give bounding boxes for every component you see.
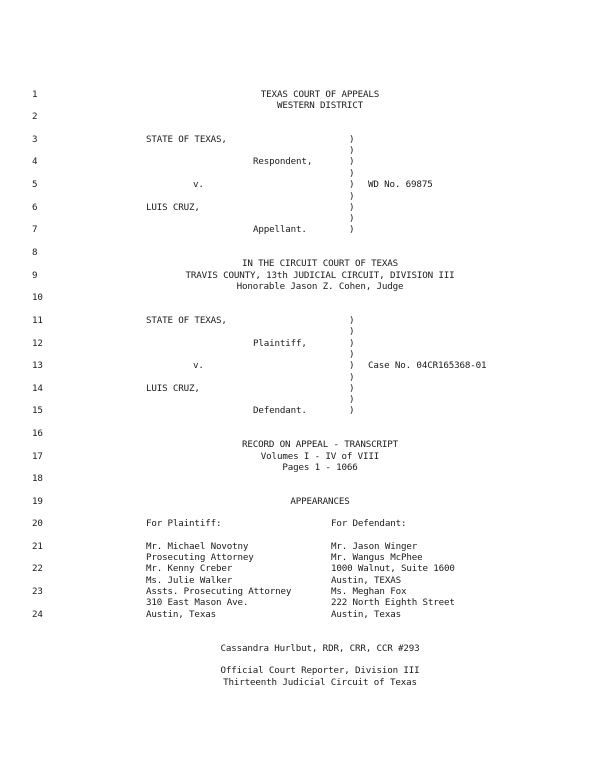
court-reporter-circuit: Thirteenth Judicial Circuit of Texas xyxy=(223,677,417,688)
trial-role-plaintiff: Plaintiff, xyxy=(253,338,307,349)
line-number: 9 xyxy=(32,270,38,281)
caption-bracket: ) xyxy=(349,213,355,224)
trial-party-defendant: LUIS CRUZ, xyxy=(146,383,200,394)
line-number: 4 xyxy=(32,156,38,167)
court-reporter-title: Official Court Reporter, Division III xyxy=(220,665,420,676)
line-number: 18 xyxy=(32,473,43,484)
caption-bracket: ) xyxy=(349,383,355,394)
trial-case-number: Case No. 04CR165368-01 xyxy=(368,360,487,371)
appeal-versus: v. xyxy=(193,179,204,190)
caption-bracket: ) xyxy=(349,179,355,190)
plaintiff-counsel-line: Mr. Michael Novotny xyxy=(146,541,249,552)
caption-bracket: ) xyxy=(349,202,355,213)
line-number: 21 xyxy=(32,541,43,552)
defendant-counsel-line: Austin, TEXAS xyxy=(331,575,401,586)
plaintiff-counsel-line: Mr. Kenny Creber xyxy=(146,563,233,574)
record-pages: Pages 1 - 1066 xyxy=(282,462,358,473)
caption-bracket: ) xyxy=(349,315,355,326)
caption-bracket: ) xyxy=(349,191,355,202)
defendant-counsel-line: 222 North Eighth Street xyxy=(331,597,455,608)
defendant-counsel-line: Ms. Meghan Fox xyxy=(331,586,407,597)
appeal-role-appellant: Appellant. xyxy=(253,224,307,235)
appeal-party-defendant: LUIS CRUZ, xyxy=(146,202,200,213)
circuit-court-county: TRAVIS COUNTY, 13th JUDICIAL CIRCUIT, DIVISION III xyxy=(185,270,455,281)
line-number: 17 xyxy=(32,451,43,462)
defendant-counsel-heading: For Defendant: xyxy=(331,518,407,529)
caption-bracket: ) xyxy=(349,372,355,383)
defendant-counsel-line: Austin, Texas xyxy=(331,609,401,620)
trial-party-state: STATE OF TEXAS, xyxy=(146,315,227,326)
court-reporter-name: Cassandra Hurlbut, RDR, CRR, CCR #293 xyxy=(220,643,420,654)
circuit-court-title: IN THE CIRCUIT COURT OF TEXAS xyxy=(241,258,399,269)
plaintiff-counsel-line: Ms. Julie Walker xyxy=(146,575,233,586)
appeal-case-number: WD No. 69875 xyxy=(368,179,433,190)
caption-bracket: ) xyxy=(349,168,355,179)
line-number: 3 xyxy=(32,134,38,145)
line-number: 7 xyxy=(32,224,38,235)
defendant-counsel-line: Mr. Jason Winger xyxy=(331,541,418,552)
circuit-court-judge: Honorable Jason Z. Cohen, Judge xyxy=(236,281,404,292)
trial-versus: v. xyxy=(193,360,204,371)
appeals-court-title: TEXAS COURT OF APPEALS xyxy=(260,89,380,100)
line-number: 22 xyxy=(32,563,43,574)
line-number: 12 xyxy=(32,338,43,349)
line-number: 19 xyxy=(32,496,43,507)
plaintiff-counsel-heading: For Plaintiff: xyxy=(146,518,222,529)
defendant-counsel-line: 1000 Walnut, Suite 1600 xyxy=(331,563,455,574)
line-number: 13 xyxy=(32,360,43,371)
caption-bracket: ) xyxy=(349,394,355,405)
line-number: 24 xyxy=(32,609,43,620)
line-number: 20 xyxy=(32,518,43,529)
appeal-party-state: STATE OF TEXAS, xyxy=(146,134,227,145)
line-number: 8 xyxy=(32,247,38,258)
line-number: 6 xyxy=(32,202,38,213)
record-volumes: Volumes I - IV of VIII xyxy=(260,451,380,462)
caption-bracket: ) xyxy=(349,360,355,371)
appeal-role-respondent: Respondent, xyxy=(253,156,313,167)
line-number: 11 xyxy=(32,315,43,326)
record-title: RECORD ON APPEAL - TRANSCRIPT xyxy=(241,439,399,450)
plaintiff-counsel-line: 310 East Mason Ave. xyxy=(146,597,249,608)
caption-bracket: ) xyxy=(349,145,355,156)
line-number: 1 xyxy=(32,89,38,100)
line-number: 15 xyxy=(32,405,43,416)
caption-bracket: ) xyxy=(349,338,355,349)
line-number: 16 xyxy=(32,428,43,439)
plaintiff-counsel-line: Prosecuting Attorney xyxy=(146,552,254,563)
line-number: 14 xyxy=(32,383,43,394)
caption-bracket: ) xyxy=(349,156,355,167)
defendant-counsel-line: Mr. Wangus McPhee xyxy=(331,552,423,563)
caption-bracket: ) xyxy=(349,405,355,416)
appearances-heading: APPEARANCES xyxy=(290,496,350,507)
plaintiff-counsel-line: Assts. Prosecuting Attorney xyxy=(146,586,292,597)
line-number: 10 xyxy=(32,292,43,303)
line-number: 5 xyxy=(32,179,38,190)
line-number: 2 xyxy=(32,111,38,122)
appeals-court-district: WESTERN DISTRICT xyxy=(276,100,364,111)
caption-bracket: ) xyxy=(349,224,355,235)
caption-bracket: ) xyxy=(349,134,355,145)
caption-bracket: ) xyxy=(349,326,355,337)
line-number: 23 xyxy=(32,586,43,597)
plaintiff-counsel-line: Austin, Texas xyxy=(146,609,216,620)
trial-role-defendant: Defendant. xyxy=(253,405,307,416)
caption-bracket: ) xyxy=(349,349,355,360)
